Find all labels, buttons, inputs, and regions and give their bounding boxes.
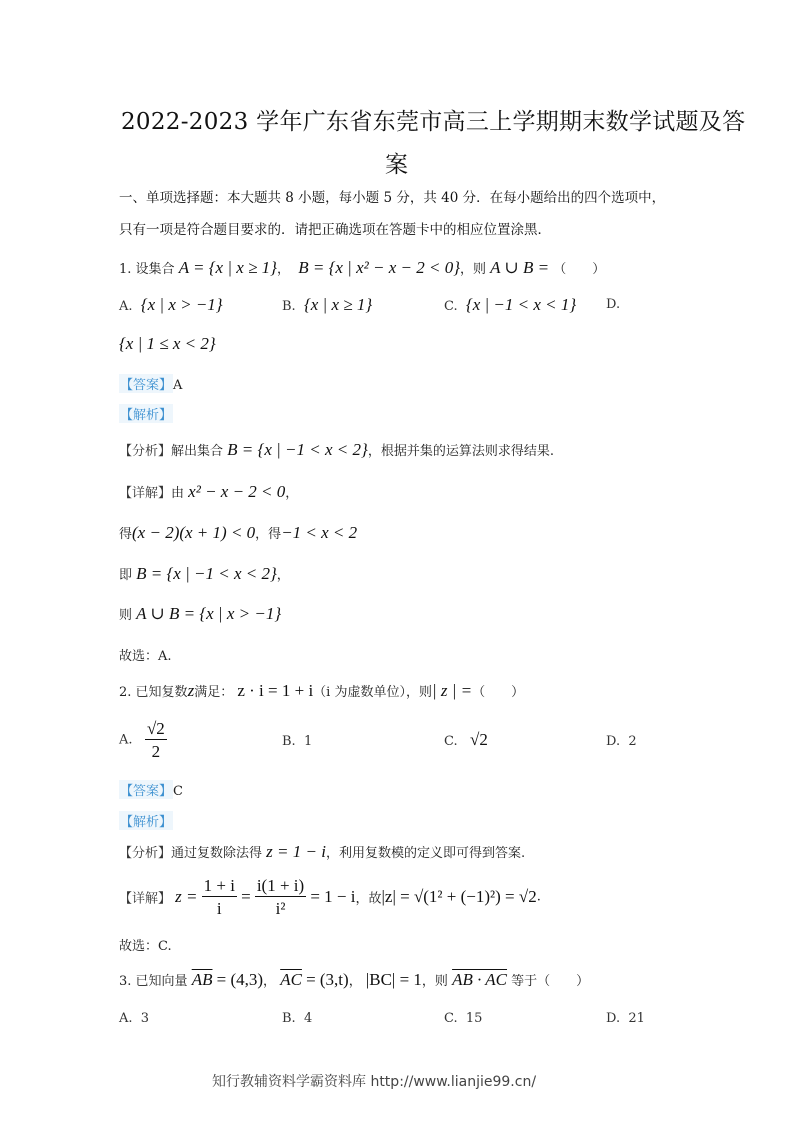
fenxi-text: ，利用复数模的定义即可得到答案. bbox=[325, 846, 526, 861]
set-b-math: B = {x | x² − x − 2 < 0} bbox=[298, 258, 461, 277]
option-a bbox=[119, 720, 167, 760]
detail-math: |z| = √(1² + (−1)²) = √2 bbox=[381, 887, 537, 906]
stem-math: z · i = 1 + i bbox=[237, 681, 314, 700]
step-2 bbox=[119, 564, 290, 584]
step-text: 则 bbox=[119, 608, 133, 623]
option-c bbox=[444, 730, 488, 750]
step-text: ，得 bbox=[255, 527, 282, 542]
stem-text: 已知复数 bbox=[135, 685, 188, 700]
detail-tag: 【详解】 bbox=[119, 486, 172, 501]
option-value: {x | 1 ≤ x < 2} bbox=[119, 334, 216, 353]
stem-text: 满足： bbox=[194, 685, 234, 700]
fenxi-math: z = 1 − i bbox=[266, 842, 326, 861]
option-label: C. bbox=[444, 1011, 458, 1026]
fenxi-text: 通过复数除法得 bbox=[171, 846, 263, 861]
question-number: 1. bbox=[119, 262, 132, 277]
vector-value: = (3,t) bbox=[306, 970, 349, 989]
option-c bbox=[444, 295, 576, 315]
option-label: B. bbox=[282, 734, 296, 749]
union-math: A ∪ B = bbox=[490, 258, 550, 277]
var-math: z bbox=[187, 681, 195, 700]
denominator: i bbox=[216, 899, 222, 918]
set-a-math: A = {x | x ≥ 1} bbox=[178, 258, 277, 277]
fraction bbox=[145, 720, 167, 760]
step-text: 得 bbox=[119, 527, 133, 542]
numerator: √2 bbox=[146, 719, 165, 738]
document-title-line2: 案 bbox=[385, 152, 409, 178]
numerator: i(1 + i) bbox=[256, 876, 305, 895]
option-d-label: D. bbox=[606, 297, 621, 312]
fenxi-math: B = {x | −1 < x < 2} bbox=[227, 440, 368, 459]
option-d-value bbox=[119, 334, 216, 354]
stem-text: ，则 bbox=[421, 974, 448, 989]
vector-ab: $\overline{AB}$ bbox=[191, 970, 213, 989]
stem-text: 已知向量 bbox=[135, 974, 188, 989]
option-d bbox=[606, 734, 637, 749]
modulus-math: | z | = bbox=[431, 681, 473, 700]
option-b bbox=[282, 295, 372, 315]
step-text: 即 bbox=[119, 568, 133, 583]
detail-text: ，故 bbox=[355, 891, 382, 907]
fenxi-text: ，根据并集的运算法则求得结果. bbox=[367, 444, 554, 459]
step-math: B = {x | −1 < x < 2} bbox=[136, 564, 277, 583]
stem-text: （i 为虚数单位），则 bbox=[313, 685, 432, 700]
answer-tag: 【答案】 bbox=[119, 780, 173, 799]
step-math: A ∪ B = {x | x > −1} bbox=[136, 604, 282, 623]
option-label: B. bbox=[282, 299, 296, 314]
dot-product: AB · AC bbox=[452, 970, 508, 989]
fenxi-line bbox=[119, 440, 554, 460]
detail-math: = bbox=[241, 887, 251, 906]
option-a bbox=[119, 295, 223, 315]
footer-watermark: 知行教辅资料学霸资料库 http://www.lianjie99.cn/ bbox=[212, 1074, 537, 1090]
step-math: (x − 2)(x + 1) < 0 bbox=[132, 523, 256, 542]
step-3 bbox=[119, 604, 281, 624]
question-2-stem bbox=[119, 681, 524, 701]
option-a bbox=[119, 1011, 149, 1026]
detail-math: z = bbox=[175, 887, 198, 906]
option-label: A. bbox=[119, 732, 133, 748]
answer-tag: 【答案】 bbox=[119, 374, 173, 393]
answer-blank: （ ） bbox=[553, 262, 606, 277]
stem-text: ，则 bbox=[460, 262, 487, 277]
stem-text: 设集合 bbox=[135, 262, 175, 277]
option-label: A. bbox=[119, 1011, 133, 1026]
analysis-tag: 【解析】 bbox=[119, 811, 173, 830]
option-label: D. bbox=[606, 1011, 621, 1026]
answer-line bbox=[119, 374, 182, 393]
fenxi-text: 解出集合 bbox=[171, 444, 224, 459]
option-value: 1 bbox=[303, 734, 313, 749]
detail-tag: 【详解】 bbox=[119, 891, 172, 907]
question-number: 3. bbox=[119, 974, 132, 989]
option-c bbox=[444, 1011, 482, 1026]
option-value: 2 bbox=[628, 734, 637, 749]
detail-math: = 1 − i bbox=[310, 887, 356, 906]
option-label: A. bbox=[119, 299, 133, 314]
fenxi-line bbox=[119, 842, 525, 862]
step-math: −1 < x < 2 bbox=[281, 523, 358, 542]
vector-bc-modulus: |BC| = 1 bbox=[365, 970, 422, 989]
denominator: i² bbox=[275, 899, 286, 918]
option-value: {x | x > −1} bbox=[140, 295, 223, 314]
step-text: ， bbox=[276, 568, 290, 583]
detail-text: 由 bbox=[171, 486, 185, 501]
option-value: √2 bbox=[470, 730, 488, 749]
option-b bbox=[282, 1011, 312, 1026]
fenxi-tag: 【分析】 bbox=[119, 846, 172, 861]
fraction bbox=[202, 877, 237, 917]
fraction bbox=[255, 877, 306, 917]
numerator: 1 + i bbox=[203, 876, 235, 895]
option-value: {x | x ≥ 1} bbox=[303, 295, 373, 314]
separator: ， bbox=[276, 262, 290, 277]
option-value: 3 bbox=[140, 1011, 150, 1026]
question-1-stem bbox=[119, 258, 605, 278]
option-d bbox=[606, 1011, 645, 1026]
detail-math: x² − x − 2 < 0 bbox=[188, 482, 286, 501]
step-1 bbox=[119, 523, 357, 543]
option-label: D. bbox=[606, 734, 621, 749]
conclusion-q1: 故选：A. bbox=[119, 649, 172, 664]
answer-blank: （ ） bbox=[472, 685, 525, 700]
option-value: 21 bbox=[628, 1011, 645, 1026]
answer-value: A bbox=[173, 378, 183, 393]
option-value: 15 bbox=[465, 1011, 483, 1026]
detail-text: ， bbox=[285, 486, 299, 501]
answer-line bbox=[119, 780, 183, 799]
denominator: 2 bbox=[151, 742, 161, 761]
vector-value: = (4,3) bbox=[216, 970, 264, 989]
answer-value: C bbox=[173, 784, 183, 799]
option-label: C. bbox=[444, 299, 458, 314]
analysis-tag-line bbox=[119, 811, 173, 830]
analysis-tag-line bbox=[119, 404, 173, 423]
section-heading-line1: 一、单项选择题：本大题共 8 小题，每小题 5 分，共 40 分．在每小题给出的四个选项中， bbox=[119, 190, 666, 206]
detail-text: . bbox=[536, 889, 541, 905]
vector-ac: $\overline{AC}$ bbox=[280, 970, 302, 989]
option-value: 4 bbox=[303, 1011, 313, 1026]
option-label: B. bbox=[282, 1011, 296, 1026]
detail-line bbox=[119, 877, 541, 917]
conclusion-q2: 故选：C. bbox=[119, 939, 172, 954]
document-title-line1: 2022-2023 学年广东省东莞市高三上学期期末数学试题及答 bbox=[121, 109, 746, 135]
question-3-stem: 3. 已知向量 $\overline{AB} = (4,3)$， $\overline{AC} = (3,t)$， |BC| = 1，则 AB · AC 等于（ ） bbox=[119, 970, 590, 989]
fenxi-tag: 【分析】 bbox=[119, 444, 172, 459]
question-number: 2. bbox=[119, 685, 132, 700]
analysis-tag: 【解析】 bbox=[119, 404, 173, 423]
option-value: {x | −1 < x < 1} bbox=[465, 295, 577, 314]
section-heading-line2: 只有一项是符合题目要求的．请把正确选项在答题卡中的相应位置涂黑． bbox=[119, 222, 551, 238]
option-label: C. bbox=[444, 734, 458, 749]
answer-blank: 等于（ ） bbox=[511, 974, 590, 989]
detail-line bbox=[119, 482, 298, 502]
option-b bbox=[282, 734, 312, 749]
